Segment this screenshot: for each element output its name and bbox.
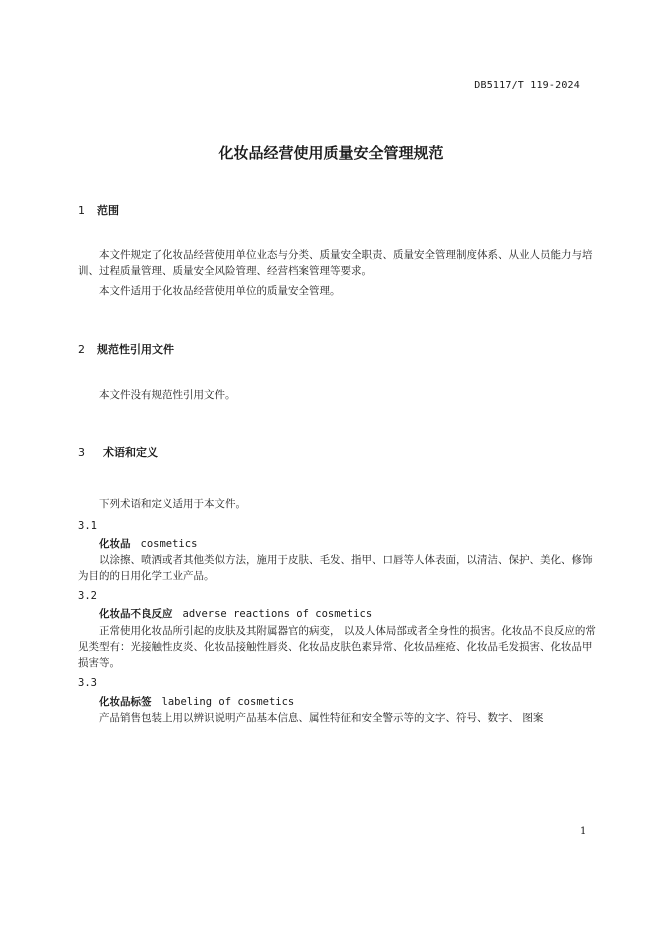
- section-1-heading: [78, 202, 119, 218]
- term-definition: 正常使用化妆品所引起的皮肤及其附属器官的病变， 以及人体局部或者全身性的损害。化妆品不良反应的常见类型有：光接触性皮炎、化妆品接触性唇炎、化妆品皮肤色素异常、化妆品痤疮、化妆品毛发损害、化妆品甲损害等。: [78, 625, 596, 669]
- section-1-paragraph-1: 本文件规定了化妆品经营使用单位业态与分类、质量安全职责、质量安全管理制度体系、从业人员能力与培训、过程质量管理、质量安全风险管理、经营档案管理等要求。: [78, 249, 593, 277]
- section-2-heading: [78, 341, 174, 357]
- section-2-paragraph-1: 本文件没有规范性引用文件。: [99, 389, 236, 401]
- term-zh: 化妆品: [99, 538, 131, 550]
- section-title: 规范性引用文件: [97, 343, 174, 356]
- term-heading: [99, 694, 294, 709]
- term-number: 3.2: [78, 590, 97, 602]
- term-heading: [99, 606, 372, 621]
- section-number: 3: [78, 446, 85, 459]
- term-definition: 产品销售包装上用以辨识说明产品基本信息、属性特征和安全警示等的文字、符号、数字、 图案: [99, 712, 544, 724]
- section-1-paragraph-2: 本文件适用于化妆品经营使用单位的质量安全管理。: [99, 285, 341, 297]
- term-number: 3.1: [78, 520, 97, 532]
- section-title: 范围: [97, 204, 119, 217]
- term-number: 3.3: [78, 677, 97, 689]
- term-heading: [99, 536, 197, 551]
- term-zh: 化妆品标签: [99, 696, 152, 708]
- term-en: cosmetics: [140, 538, 198, 550]
- document-title: 化妆品经营使用质量安全管理规范: [218, 144, 444, 162]
- section-number: 1: [78, 204, 85, 217]
- term-en: adverse reactions of cosmetics: [182, 608, 373, 620]
- section-3-heading: [78, 444, 158, 460]
- term-en: labeling of cosmetics: [161, 696, 295, 708]
- section-3-paragraph-1: 下列术语和定义适用于本文件。: [99, 498, 246, 510]
- term-zh: 化妆品不良反应: [99, 608, 173, 620]
- term-definition: 以涂擦、喷洒或者其他类似方法，施用于皮肤、毛发、指甲、口唇等人体表面，以清洁、保护、美化、修饰为目的的日用化学工业产品。: [78, 554, 593, 582]
- page-number: 1: [580, 826, 587, 837]
- section-number: 2: [78, 343, 85, 356]
- section-title: 术语和定义: [103, 446, 158, 459]
- document-code: DB5117/T 119-2024: [474, 80, 580, 91]
